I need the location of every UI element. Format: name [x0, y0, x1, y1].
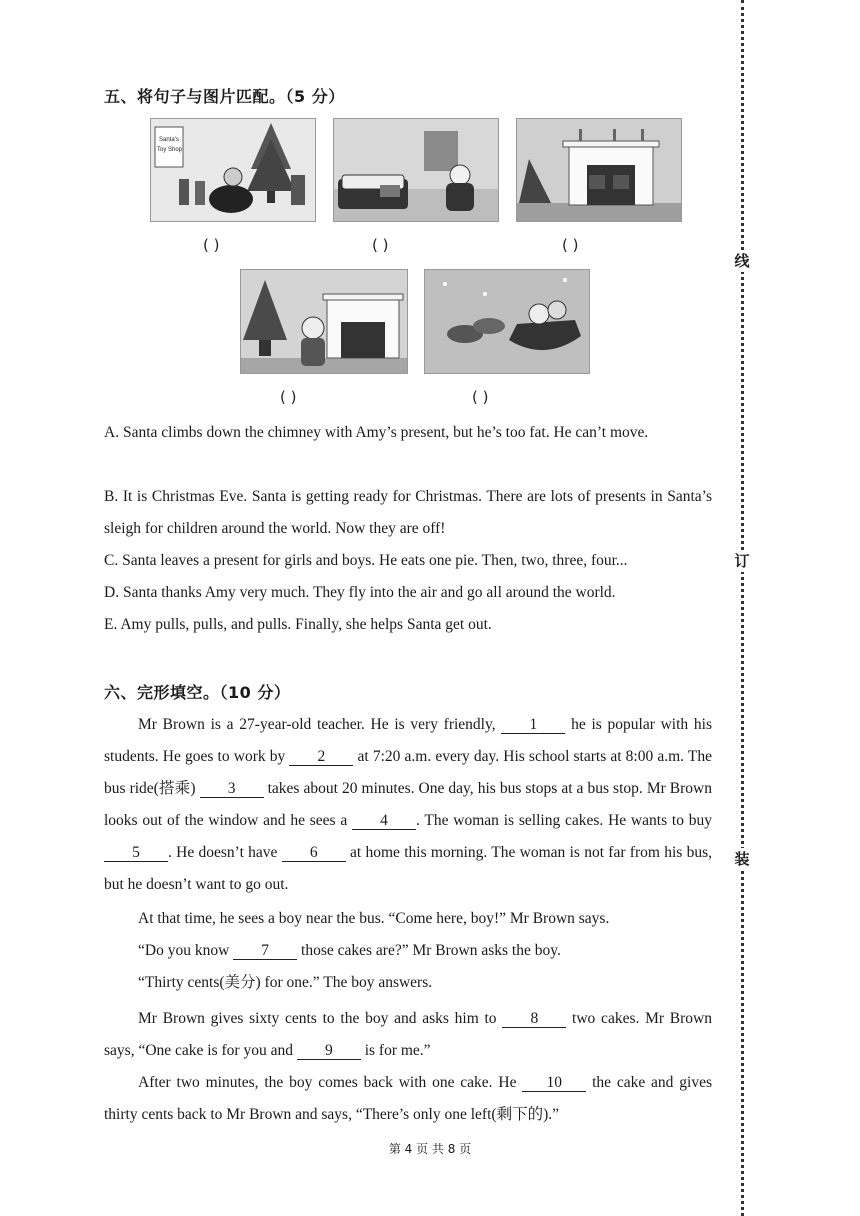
cloze-paragraph-4: “Thirty cents(美分) for one.” The boy answers. — [138, 974, 433, 991]
cloze-paragraph-5: Mr Brown gives sixty cents to the boy and asks him to 8 two cakes. Mr Brown says, “One cake is for you and 9 is for me.” — [104, 1010, 712, 1059]
blank-5[interactable]: 5 — [104, 845, 168, 862]
cloze-paragraph-2: At that time, he sees a boy near the bus. “Come here, boy!” Mr Brown says. — [138, 910, 610, 927]
blank-1[interactable]: 1 — [501, 717, 565, 734]
cloze-paragraph-6: After two minutes, the boy comes back with one cake. He 10 the cake and gives thirty cents back to Mr Brown and says, “There’s only one left(剩下的).” — [104, 1074, 712, 1123]
picture-4-amy-fireplace — [240, 269, 408, 374]
answer-paren-2[interactable]: ( ) — [372, 236, 389, 254]
answer-paren-1[interactable]: ( ) — [203, 236, 220, 254]
option-a: A. Santa climbs down the chimney with Amy’s present, but he’s too fat. He can’t move. — [104, 424, 649, 441]
blank-10[interactable]: 10 — [522, 1075, 586, 1092]
section-5-title: 五、将句子与图片匹配。（5 分） — [104, 87, 345, 106]
option-c: C. Santa leaves a present for girls and boys. He eats one pie. Then, two, three, four... — [104, 552, 628, 569]
picture-5-sleigh — [424, 269, 590, 374]
picture-1-toy-shop — [150, 118, 316, 222]
section-6-title: 六、完形填空。（10 分） — [104, 683, 291, 702]
blank-4[interactable]: 4 — [352, 813, 416, 830]
picture-2-santa-bedroom — [333, 118, 499, 222]
cloze-paragraph-3: “Do you know 7 those cakes are?” Mr Brown asks the boy. — [138, 942, 561, 959]
toy-shop-sign-line1: Santa's — [159, 137, 179, 143]
blank-6[interactable]: 6 — [282, 845, 346, 862]
option-d: D. Santa thanks Amy very much. They fly into the air and go all around the world. — [104, 584, 616, 601]
picture-3-fireplace — [516, 118, 682, 222]
blank-3[interactable]: 3 — [200, 781, 264, 798]
binding-dotted-line — [741, 0, 744, 1216]
blank-7[interactable]: 7 — [233, 943, 297, 960]
blank-2[interactable]: 2 — [289, 749, 353, 766]
toy-shop-sign-line2: Toy Shop — [157, 147, 183, 153]
page-number: 第 4 页 共 8 页 — [388, 1142, 472, 1156]
answer-paren-4[interactable]: ( ) — [280, 388, 297, 406]
binding-label-ding: 订 — [731, 550, 753, 572]
blank-8[interactable]: 8 — [502, 1011, 566, 1028]
answer-paren-3[interactable]: ( ) — [562, 236, 579, 254]
cloze-paragraph-1: Mr Brown is a 27-year-old teacher. He is very friendly, 1 he is popular with his students. He goes to work by 2 at 7:20 a.m. every day. His school starts at 8:00 a.m. The bus ride(搭乘) 3 takes about 20 minutes. One day, his bus stops at a bus stop. Mr Brown looks out of the window and he sees a 4 . The woman is selling cakes. He wants to buy 5 . He doesn’t have 6 at home this morning. The woman is not far from his bus, but he doesn’t want to go out. — [104, 716, 713, 893]
answer-paren-5[interactable]: ( ) — [472, 388, 489, 406]
blank-9[interactable]: 9 — [297, 1043, 361, 1060]
option-e: E. Amy pulls, pulls, and pulls. Finally, she helps Santa get out. — [104, 616, 492, 633]
binding-label-line: 线 — [731, 250, 753, 272]
binding-label-zhuang: 装 — [731, 848, 753, 870]
option-b: B. It is Christmas Eve. Santa is getting ready for Christmas. There are lots of presents in Santa’s sleigh for children around the world. Now they are off! — [104, 488, 712, 537]
